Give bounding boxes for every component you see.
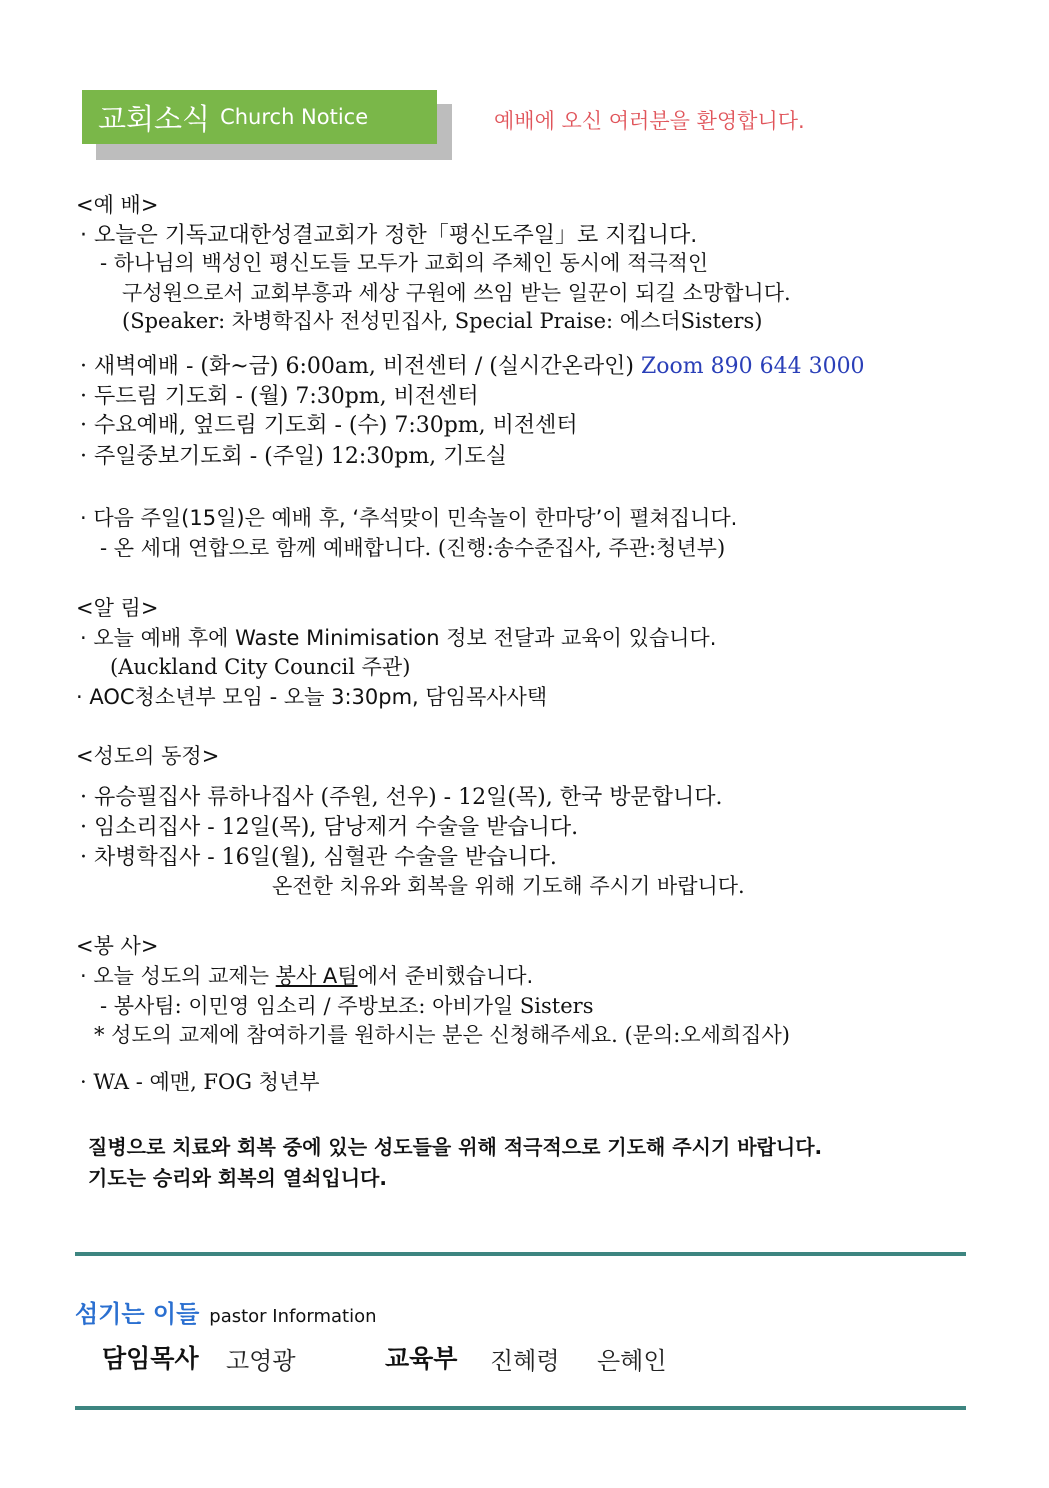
staff-role-senior-pastor: 담임목사: [102, 1344, 199, 1373]
header-banner: [82, 90, 437, 144]
worship-line-3: 구성원으로서 교회부흥과 세상 구원에 쓰임 받는 일꾼이 되길 소망합니다.: [122, 281, 791, 305]
divider-bottom: [75, 1406, 966, 1410]
welcome-message: 예배에 오신 여러분을 환영합니다.: [494, 109, 805, 133]
staff-name-senior-pastor: 고영광: [226, 1347, 296, 1375]
header-title-ko: 교회소식: [98, 101, 211, 136]
members-line-3: · 차병학집사 - 16일(월), 심혈관 수술을 받습니다.: [80, 845, 557, 870]
worship-line-4: (Speaker: 차병학집사 전성민집사, Special Praise: 에스더Sisters): [122, 309, 763, 333]
header-title-en: Church Notice: [220, 105, 369, 129]
staff-title-text: 섬기는 이들: [75, 1300, 200, 1328]
worship-heading: <예 배>: [76, 193, 159, 217]
worship-line-8: · 주일중보기도회 - (주일) 12:30pm, 기도실: [80, 444, 507, 469]
notice-heading: <알 림>: [76, 596, 159, 620]
worship-line-9: · 다음 주일(15일)은 예배 후, ‘추석맞이 민속놀이 한마당’이 펼쳐집니다.: [80, 506, 738, 530]
staff-name-education-2: 은혜인: [597, 1347, 667, 1375]
members-line-1: · 유승필집사 류하나집사 (주원, 선우) - 12일(목), 한국 방문합니다.: [80, 785, 723, 810]
service-line-3: * 성도의 교제에 참여하기를 원하시는 분은 신청해주세요. (문의:오세희집사): [94, 1023, 790, 1047]
worship-line-2: - 하나님의 백성인 평신도들 모두가 교회의 주체인 동시에 적극적인: [100, 251, 709, 275]
staff-role-education: 교육부: [385, 1344, 458, 1373]
notice-line-1: · 오늘 예배 후에 Waste Minimisation 정보 전달과 교육이 있습니다.: [80, 626, 717, 650]
service-team-link: 봉사 A팀: [275, 964, 358, 988]
service-heading: <봉 사>: [76, 934, 159, 958]
members-line-2: · 임소리집사 - 12일(목), 담낭제거 수술을 받습니다.: [80, 815, 579, 840]
worship-line-7: · 수요예배, 엎드림 기도회 - (수) 7:30pm, 비전센터: [80, 413, 578, 438]
service-line-4: · WA - 예맨, FOG 청년부: [80, 1070, 320, 1094]
service-line-1-c: 에서 준비했습니다.: [357, 964, 534, 988]
staff-title: [75, 1294, 377, 1329]
prayer-line-1: 질병으로 치료와 회복 중에 있는 성도들을 위해 적극적으로 기도해 주시기 바랍니다.: [88, 1135, 823, 1159]
service-line-1-a: · 오늘 성도의 교제는: [80, 964, 276, 988]
worship-line-6: · 두드림 기도회 - (월) 7:30pm, 비전센터: [80, 384, 479, 409]
staff-name-education-1: 진혜령: [490, 1347, 560, 1375]
notice-line-2: (Auckland City Council 주관): [110, 655, 411, 679]
service-line-2: - 봉사팀: 이민영 임소리 / 주방보조: 아비가일 Sisters: [100, 994, 594, 1018]
members-line-4: 온전한 치유와 회복을 위해 기도해 주시기 바랍니다.: [272, 874, 745, 898]
worship-line-1: · 오늘은 기독교대한성결교회가 정한「평신도주일」로 지킵니다.: [80, 223, 698, 248]
dawn-worship-text: · 새벽예배 - (화~금) 6:00am, 비전센터 / (실시간온라인): [80, 354, 641, 379]
service-line-1: [80, 966, 533, 987]
staff-subtitle: pastor Information: [209, 1306, 377, 1327]
divider-top: [75, 1252, 966, 1256]
worship-line-10: - 온 세대 연합으로 함께 예배합니다. (진행:송수준집사, 주관:청년부): [100, 536, 726, 560]
notice-line-3: · AOC청소년부 모임 - 오늘 3:30pm, 담임목사사택: [76, 685, 548, 709]
members-heading: <성도의 동정>: [76, 744, 220, 768]
zoom-id: Zoom 890 644 3000: [640, 354, 865, 379]
prayer-line-2: 기도는 승리와 회복의 열쇠입니다.: [88, 1166, 387, 1190]
dawn-worship-line: [80, 356, 865, 378]
